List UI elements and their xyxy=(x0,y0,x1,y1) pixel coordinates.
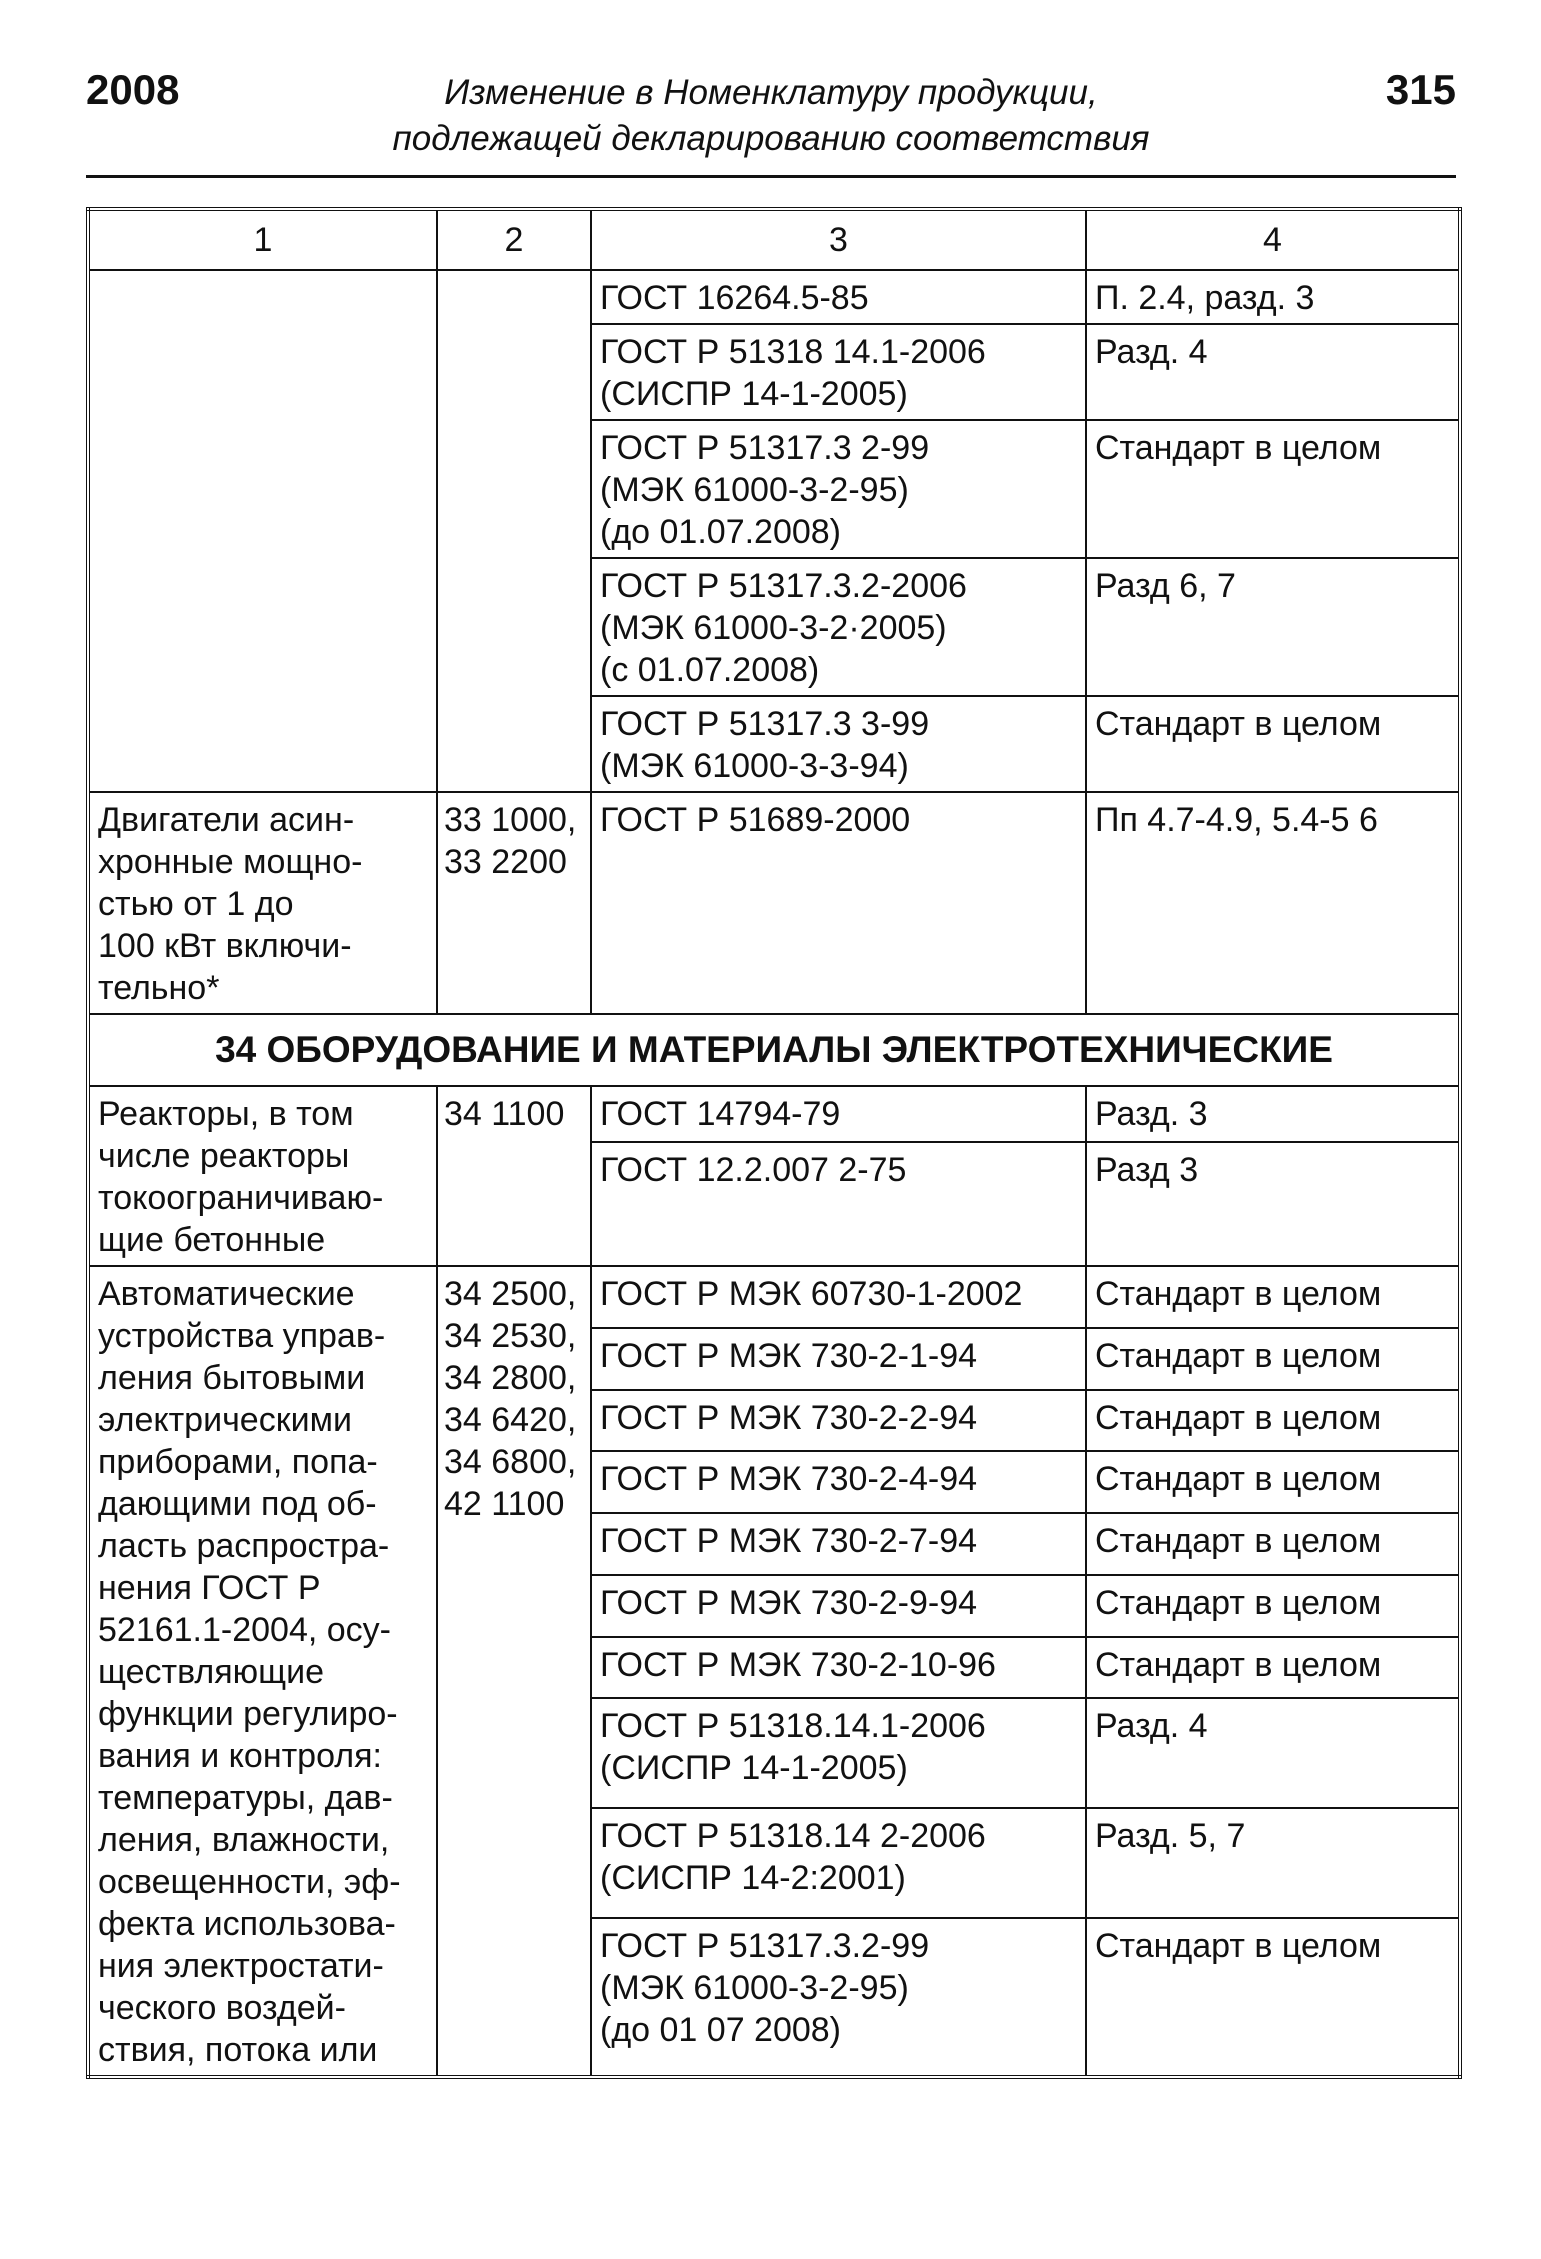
header-title-line-2: подлежащей декларированию соответствия xyxy=(392,119,1150,158)
section-title: 34 ОБОРУДОВАНИЕ И МАТЕРИАЛЫ ЭЛЕКТРОТЕХНИЧЕСКИЕ xyxy=(88,1014,1460,1086)
cell-text-line: ГОСТ Р 51317.3 3-99 xyxy=(600,705,930,743)
standard-cell: ГОСТ 14794-79 xyxy=(591,1086,1086,1142)
cell-text-line: ГОСТ 16264.5-85 xyxy=(600,279,869,317)
table-row xyxy=(88,792,1460,1014)
requirement-cell: Разд. 3 xyxy=(1086,1086,1460,1142)
cell-text-line: (МЭК 61000-3-2-95) xyxy=(600,1968,909,2007)
cell-text-line: ления, влажности, xyxy=(98,1821,390,1859)
requirement-cell: Стандарт в целом xyxy=(1086,1637,1460,1699)
page-header xyxy=(86,60,1456,170)
cell-text-line: (до 01.07.2008) xyxy=(600,513,842,551)
nomenclature-table xyxy=(86,207,1462,2079)
cell-text-line: 34 2500, xyxy=(444,1275,577,1313)
standard-cell xyxy=(591,1328,1086,1390)
cell-text-line: освещенности, эф- xyxy=(98,1863,401,1901)
cell-text-line: (до 01 07 2008) xyxy=(600,2010,842,2049)
cell-text-line: щие бетонные xyxy=(98,1221,326,1259)
cell-text-line: ГОСТ Р МЭК 730-2-4-94 xyxy=(600,1460,978,1499)
requirement-cell: Разд. 4 xyxy=(1086,324,1460,420)
cell-text-line: ГОСТ Р МЭК 730-2-2-94 xyxy=(600,1398,978,1437)
cell-text-line: Реакторы, в том xyxy=(98,1095,354,1133)
cell-text-line: ГОСТ Р 51318 14.1-2006 xyxy=(600,333,986,371)
cell-text-line: фекта использова- xyxy=(98,1905,396,1943)
standard-cell xyxy=(591,696,1086,792)
standard-cell: ГОСТ Р 51689-2000 xyxy=(591,792,1086,1014)
cell-text-line: (СИСПР 14-2:2001) xyxy=(600,1859,906,1898)
requirement-cell: Стандарт в целом xyxy=(1086,1575,1460,1637)
header-rule xyxy=(86,175,1456,178)
cell-text-line: температуры, дав- xyxy=(98,1779,393,1817)
cell-text-line: 34 6800, xyxy=(444,1443,577,1481)
cell-text-line: функции регулиро- xyxy=(98,1695,398,1733)
column-number: 2 xyxy=(437,209,591,270)
standard-cell xyxy=(591,270,1086,324)
standard-cell xyxy=(591,1698,1086,1808)
cell-text-line: ласть распростра- xyxy=(98,1527,390,1565)
cell-text-line: 34 1100 xyxy=(444,1095,565,1133)
cell-text-line: 52161.1-2004, осу- xyxy=(98,1611,391,1649)
cell-text-line: (МЭК 61000-3-2-95) xyxy=(600,471,909,509)
column-number: 1 xyxy=(88,209,437,270)
cell-text-line: (МЭК 61000-3-3-94) xyxy=(600,747,909,785)
requirement-cell: Разд 6, 7 xyxy=(1086,558,1460,696)
cell-text-line: ГОСТ Р МЭК 730-2-7-94 xyxy=(600,1522,978,1561)
cell-text-line: 100 кВт включи- xyxy=(98,927,352,965)
requirement-cell: Разд 3 xyxy=(1086,1142,1460,1266)
standard-cell xyxy=(591,1637,1086,1699)
column-number: 3 xyxy=(591,209,1086,270)
cell-text-line: тельно* xyxy=(98,969,220,1007)
requirement-cell: Стандарт в целом xyxy=(1086,1918,1460,2077)
standard-cell xyxy=(591,558,1086,696)
cell-text-line: (с 01.07.2008) xyxy=(600,651,820,689)
cell-text-line: 33 1000, xyxy=(444,801,577,839)
cell-text-line: ГОСТ Р МЭК 60730-1-2002 xyxy=(600,1275,1023,1313)
table-row xyxy=(88,1266,1460,1328)
cell-text-line: 33 2200 xyxy=(444,843,567,881)
code-cell xyxy=(437,792,591,1014)
standard-cell xyxy=(591,1918,1086,2077)
cell-text-line: приборами, попа- xyxy=(98,1443,378,1481)
page-number: 315 xyxy=(1385,66,1456,113)
standard-cell xyxy=(591,324,1086,420)
standard-cell xyxy=(591,1390,1086,1452)
column-number: 4 xyxy=(1086,209,1460,270)
requirement-cell: Пп 4.7-4.9, 5.4-5 6 xyxy=(1086,792,1460,1014)
cell-text-line: нения ГОСТ Р xyxy=(98,1569,321,1607)
cell-text-line: хронные мощно- xyxy=(98,843,363,881)
standard-cell xyxy=(591,420,1086,558)
standard-cell xyxy=(591,1808,1086,1918)
cell-text-line: 34 2800, xyxy=(444,1359,577,1397)
cell-text-line: 34 6420, xyxy=(444,1401,577,1439)
cell-text-line: ГОСТ Р 51317.3 2-99 xyxy=(600,429,930,467)
code-cell xyxy=(437,1266,591,2077)
header-title xyxy=(306,70,1236,162)
standard-cell xyxy=(591,1575,1086,1637)
cell-text-line: числе реакторы xyxy=(98,1137,350,1175)
cell-text-line: ГОСТ Р 51317.3.2-99 xyxy=(600,1926,930,1965)
cell-text-line: ГОСТ Р 51318.14 2-2006 xyxy=(600,1817,986,1856)
requirement-cell: Стандарт в целом xyxy=(1086,1328,1460,1390)
requirement-cell: Разд. 5, 7 xyxy=(1086,1808,1460,1918)
requirement-cell: Стандарт в целом xyxy=(1086,1451,1460,1513)
cell-text-line: устройства управ- xyxy=(98,1317,386,1355)
table-row xyxy=(88,270,1460,324)
column-number-row xyxy=(88,209,1460,270)
cell-text-line: ГОСТ Р МЭК 730-2-9-94 xyxy=(600,1583,978,1622)
cell-text-line: дающими под об- xyxy=(98,1485,377,1523)
standard-cell xyxy=(591,1513,1086,1575)
cell-text-line: электрическими xyxy=(98,1401,352,1439)
cell-text-line: ствия, потока или xyxy=(98,2031,378,2069)
cell-text-line: вания и контроля: xyxy=(98,1737,382,1775)
product-cell xyxy=(88,1266,437,2077)
requirement-cell: Стандарт в целом xyxy=(1086,696,1460,792)
cell-text-line: стью от 1 до xyxy=(98,885,294,923)
cell-text-line: ГОСТ Р 51318.14.1-2006 xyxy=(600,1707,986,1746)
requirement-cell: П. 2.4, разд. 3 xyxy=(1086,270,1460,324)
product-cell xyxy=(88,270,437,792)
header-year: 2008 xyxy=(86,66,180,113)
cell-text-line: Двигатели асин- xyxy=(98,801,355,839)
standard-cell xyxy=(591,1451,1086,1513)
requirement-cell: Стандарт в целом xyxy=(1086,1266,1460,1328)
table-row xyxy=(88,1086,1460,1142)
cell-text-line: Автоматические xyxy=(98,1275,355,1313)
product-cell xyxy=(88,792,437,1014)
cell-text-line: ществляющие xyxy=(98,1653,324,1691)
code-cell xyxy=(437,1086,591,1266)
cell-text-line: ческого воздей- xyxy=(98,1989,346,2027)
cell-text-line: ГОСТ Р МЭК 730-2-10-96 xyxy=(600,1645,996,1684)
code-cell xyxy=(437,270,591,792)
requirement-cell: Стандарт в целом xyxy=(1086,1390,1460,1452)
cell-text-line: (МЭК 61000-3-2·2005) xyxy=(600,609,947,647)
cell-text-line: ГОСТ Р МЭК 730-2-1-94 xyxy=(600,1336,978,1375)
cell-text-line: токоограничиваю- xyxy=(98,1179,384,1217)
standard-cell xyxy=(591,1266,1086,1328)
cell-text-line: (СИСПР 14-1-2005) xyxy=(600,1749,908,1788)
requirement-cell: Разд. 4 xyxy=(1086,1698,1460,1808)
cell-text-line: ГОСТ Р 51317.3.2-2006 xyxy=(600,567,967,605)
cell-text-line: 34 2530, xyxy=(444,1317,577,1355)
product-cell xyxy=(88,1086,437,1266)
header-title-line-1: Изменение в Номенклатуру продукции, xyxy=(444,73,1098,112)
cell-text-line: (СИСПР 14-1-2005) xyxy=(600,375,908,413)
cell-text-line: ния электростати- xyxy=(98,1947,384,1985)
requirement-cell: Стандарт в целом xyxy=(1086,1513,1460,1575)
standard-cell: ГОСТ 12.2.007 2-75 xyxy=(591,1142,1086,1266)
cell-text-line: 42 1100 xyxy=(444,1485,565,1523)
requirement-cell: Стандарт в целом xyxy=(1086,420,1460,558)
section-row xyxy=(88,1014,1460,1086)
cell-text-line: ления бытовыми xyxy=(98,1359,366,1397)
